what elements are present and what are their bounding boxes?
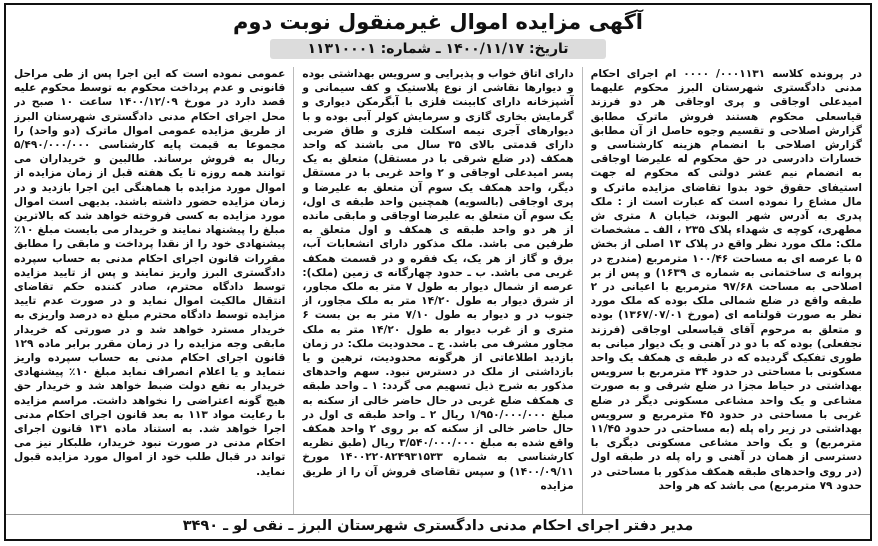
notice-title: آگهی مزایده اموال غیرمنقول نوبت دوم [233, 10, 643, 34]
notice-signature: مدیر دفتر اجرای احکام مدنی دادگستری شهرستان البرز ـ نقی لو ـ ۳۴۹۰ [6, 514, 870, 537]
notice-body [14, 67, 862, 515]
column-divider [293, 67, 294, 515]
column-3 [14, 67, 285, 515]
column-3-text: عمومی نموده است که این اجرا پس از طی مراحل قانونی و عدم پرداخت محکوم به توسط محکوم علیه قصد دارد در مورخ ۱۴۰۰/۱۲/۰۹ ساعت ۱۰ صبح در محل اجرای احکام مدنی دادگستری شهرستان البرز از طریق مزایده عمومی اموال ماترک (دو واحد) را مجموعا به قیمت پایه کارشناسی ۵/۴۹۰/۰۰۰/۰۰۰ ریال به فروش برساند. طالبین و خریداران می توانند همه روزه تا یک هفته قبل از زمان مزایده از اموال مورد مزایده با هماهنگی این اجرا بازدید و در زمان مزایده حضور داشته باشند. بدیهی است اموال مورد مزایده به کسی فروخته خواهد شد که بالاترین مبلغ را پیشنهاد نمایند و خریدار می بایست مبلغ ۱۰٪ پیشنهادی خود را از نقدا پرداخت و مابقی را مطابق مقررات قانون اجرای احکام مدنی به حساب سپرده دادگستری البرز واریز نمایند و پس از تایید مزایده توسط دادگاه محترم، صادر کننده حکم تقاضای انتقال مالکیت اموال نماید و در صورت عدم تایید مزایده توسط دادگاه محترم مبلغ ده درصد واریزی به خریدار مسترد خواهد شد و در صورتی که خریدار مابقی وجه مزایده را در زمان مقرر برابر ماده ۱۲۹ قانون اجرای احکام مدنی به حساب سپرده واریز ننماید و یا اعلام انصراف نماید مبلغ ۱۰٪ پیشنهادی خریدار به نفع دولت ضبط خواهد شد و خریدار حق هیچ گونه اعتراضی را نخواهد داشت. مراسم مزایده با رعایت مواد ۱۱۳ به بعد قانون اجرای احکام مدنی اجرا خواهد شد. به استناد ماده ۱۳۱ قانون اجرای احکام مدنی در صورت نبود خریدار، طلبکار نیز می تواند در قبال طلب خود از اموال مورد مزایده قبول نماید. [14, 68, 286, 478]
notice-frame [4, 3, 872, 541]
column-1-text: در پرونده کلاسه ۰۰۰۱۱۳۱/ ۰۰۰۰ ام اجرای احکام مدنی دادگستری شهرستان البرز محکوم علیهما امیدعلی اوجاقی و پری اوجاقی هر دو فرزند قیاسعلی محکوم هستند فروش ماترک مطابق گزارش اصلاحی و تقسیم وجوه حاصل از آن مطابق گزارش اصلاحی با انضمام هزینه کارشناسی و خسارات دادرسی در حق محکوم له علیرضا اوجاقی به انضمام نیم عشر دولتی که محکوم له جهت استیفای حقوق خود بدوا تقاضای مزایده ماترک و مال مشاع را نموده است که عبارت است از : ملک پدری به آدرس شهر البوند، خیابان ۸ متری ش مطهری، کوچه ی شهداء پلاک ۲۳۵ ، الف ـ مشخصات ملک: ملک مورد نظر واقع در پلاک ۱۳ اصلی از بخش ۵ با عرصه ای به مساحت ۱۰۰/۴۶ مترمربع (مندرج در پروانه ی ساختمانی به شماره ی ۱۶۳۹) و پس از بر اصلاحی به مساحت ۹۷/۶۸ مترمربع با اعیانی در ۲ طبقه واقع در ضلع شمالی ملک بوده که ملک مورد نظر به صورت قولنامه ای (مورخ ۱۳۶۷/۰۷/۰۱) بوده و متعلق به مرحوم آقای قیاسعلی اوجاقی (فرزند نجفعلی) بوده که با دو در آهنی و یک دیوار میانی به طوری تفکیک گردیده که در طبقه ی همکف یک واحد مسکونی با مساحتی در حدود ۳۴ مترمربع با سرویس بهداشتی در حیاط مجزا در ضلع شرقی و به صورت مشاعی و یک واحد مشاعی مسکونی دیگر در ضلع غربی با مساحتی در حدود ۴۵ مترمربع و سرویس بهداشتی در زیر راه پله (به مساحتی در حدود ۱۱/۴۵ مترمربع) و یک واحد مشاعی مسکونی دیگری با دسترسی از همان در آهنی و راه پله در طبقه اول (در روی واحدهای طبقه همکف مذکور با مساحتی در حدود ۷۹ مترمربع) می باشد که هر واحد [590, 68, 862, 492]
notice-date-number: تاریخ: ۱۴۰۰/۱۱/۱۷ ـ شماره: ۱۱۳۱۰۰۰۱ [270, 39, 606, 59]
column-2 [302, 67, 573, 515]
column-2-text: دارای اتاق خواب و پذیرایی و سرویس بهداشتی بوده و دیوارها نقاشی از نوع پلاستیک و کف سیمانی و آشپزخانه دارای کابینت فلزی با آبگرمکن دیواری و گرمایش بخاری گازی و سرمایش کولر آبی بوده و با دیوارهای آجری نیمه اسکلت فلزی و طاق ضربی دارای قدمتی بالای ۳۵ سال می باشند که واحد همکف (در ضلع شرقی با در مستقل) متعلق به یک پسر امیدعلی اوجاقی و ۲ واحد غربی با در مستقل دیگر، واحد همکف یک سوم آن متعلق به علیرضا و پری اوجاقی (بالسویه) همچنین واحد طبقه ی اول، یک سوم آن متعلق به علیرضا اوجاقی و مابقی مانده از هر دو واحد طبقه ی همکف و اول متعلق به طرفین می باشد. ملک مذکور دارای انشعابات آب، برق و گاز از هر یک، یک فقره و در قسمت همکف غربی می باشد. ب ـ حدود چهارگانه ی زمین (ملک): عرصه از شمال دیوار به طول ۷ متر به ملک مجاور، از شرق دیوار به طول ۱۴/۲۰ متر به ملک مجاور، از جنوب در و دیوار به طول ۷/۱۰ متر به بن بست ۶ متری و از غرب دیوار به طول ۱۴/۲۰ متر به ملک مجاور مشرف می باشد. ج ـ محدودیت ملک: در زمان بازدید اطلاعاتی از هرگونه محدودیت، ترهین و یا بازداشتی از ملک در دسترس نبود. سهم واحدهای مذکور به شرح ذیل تسهیم می گردد: ۱ ـ واحد طبقه ی همکف ضلع غربی در حال حاضر خالی از سکنه به مبلغ ۱/۹۵۰/۰۰۰/۰۰۰ ریال ۲ ـ واحد طبقه ی اول در حال حاضر خالی از سکنه که بر روی ۲ واحد همکف واقع شده به مبلغ ۳/۵۴۰/۰۰۰/۰۰۰ ریال (طبق نظریه کارشناسی به شماره ۱۴۰۰۲۲۰۸۲۴۹۳۱۵۳۳ مورخ ۱۴۰۰/۰۹/۱۱) و سپس تقاضای فروش آن را از طریق مزایده [302, 68, 574, 492]
column-divider [582, 67, 583, 515]
column-1 [591, 67, 862, 515]
